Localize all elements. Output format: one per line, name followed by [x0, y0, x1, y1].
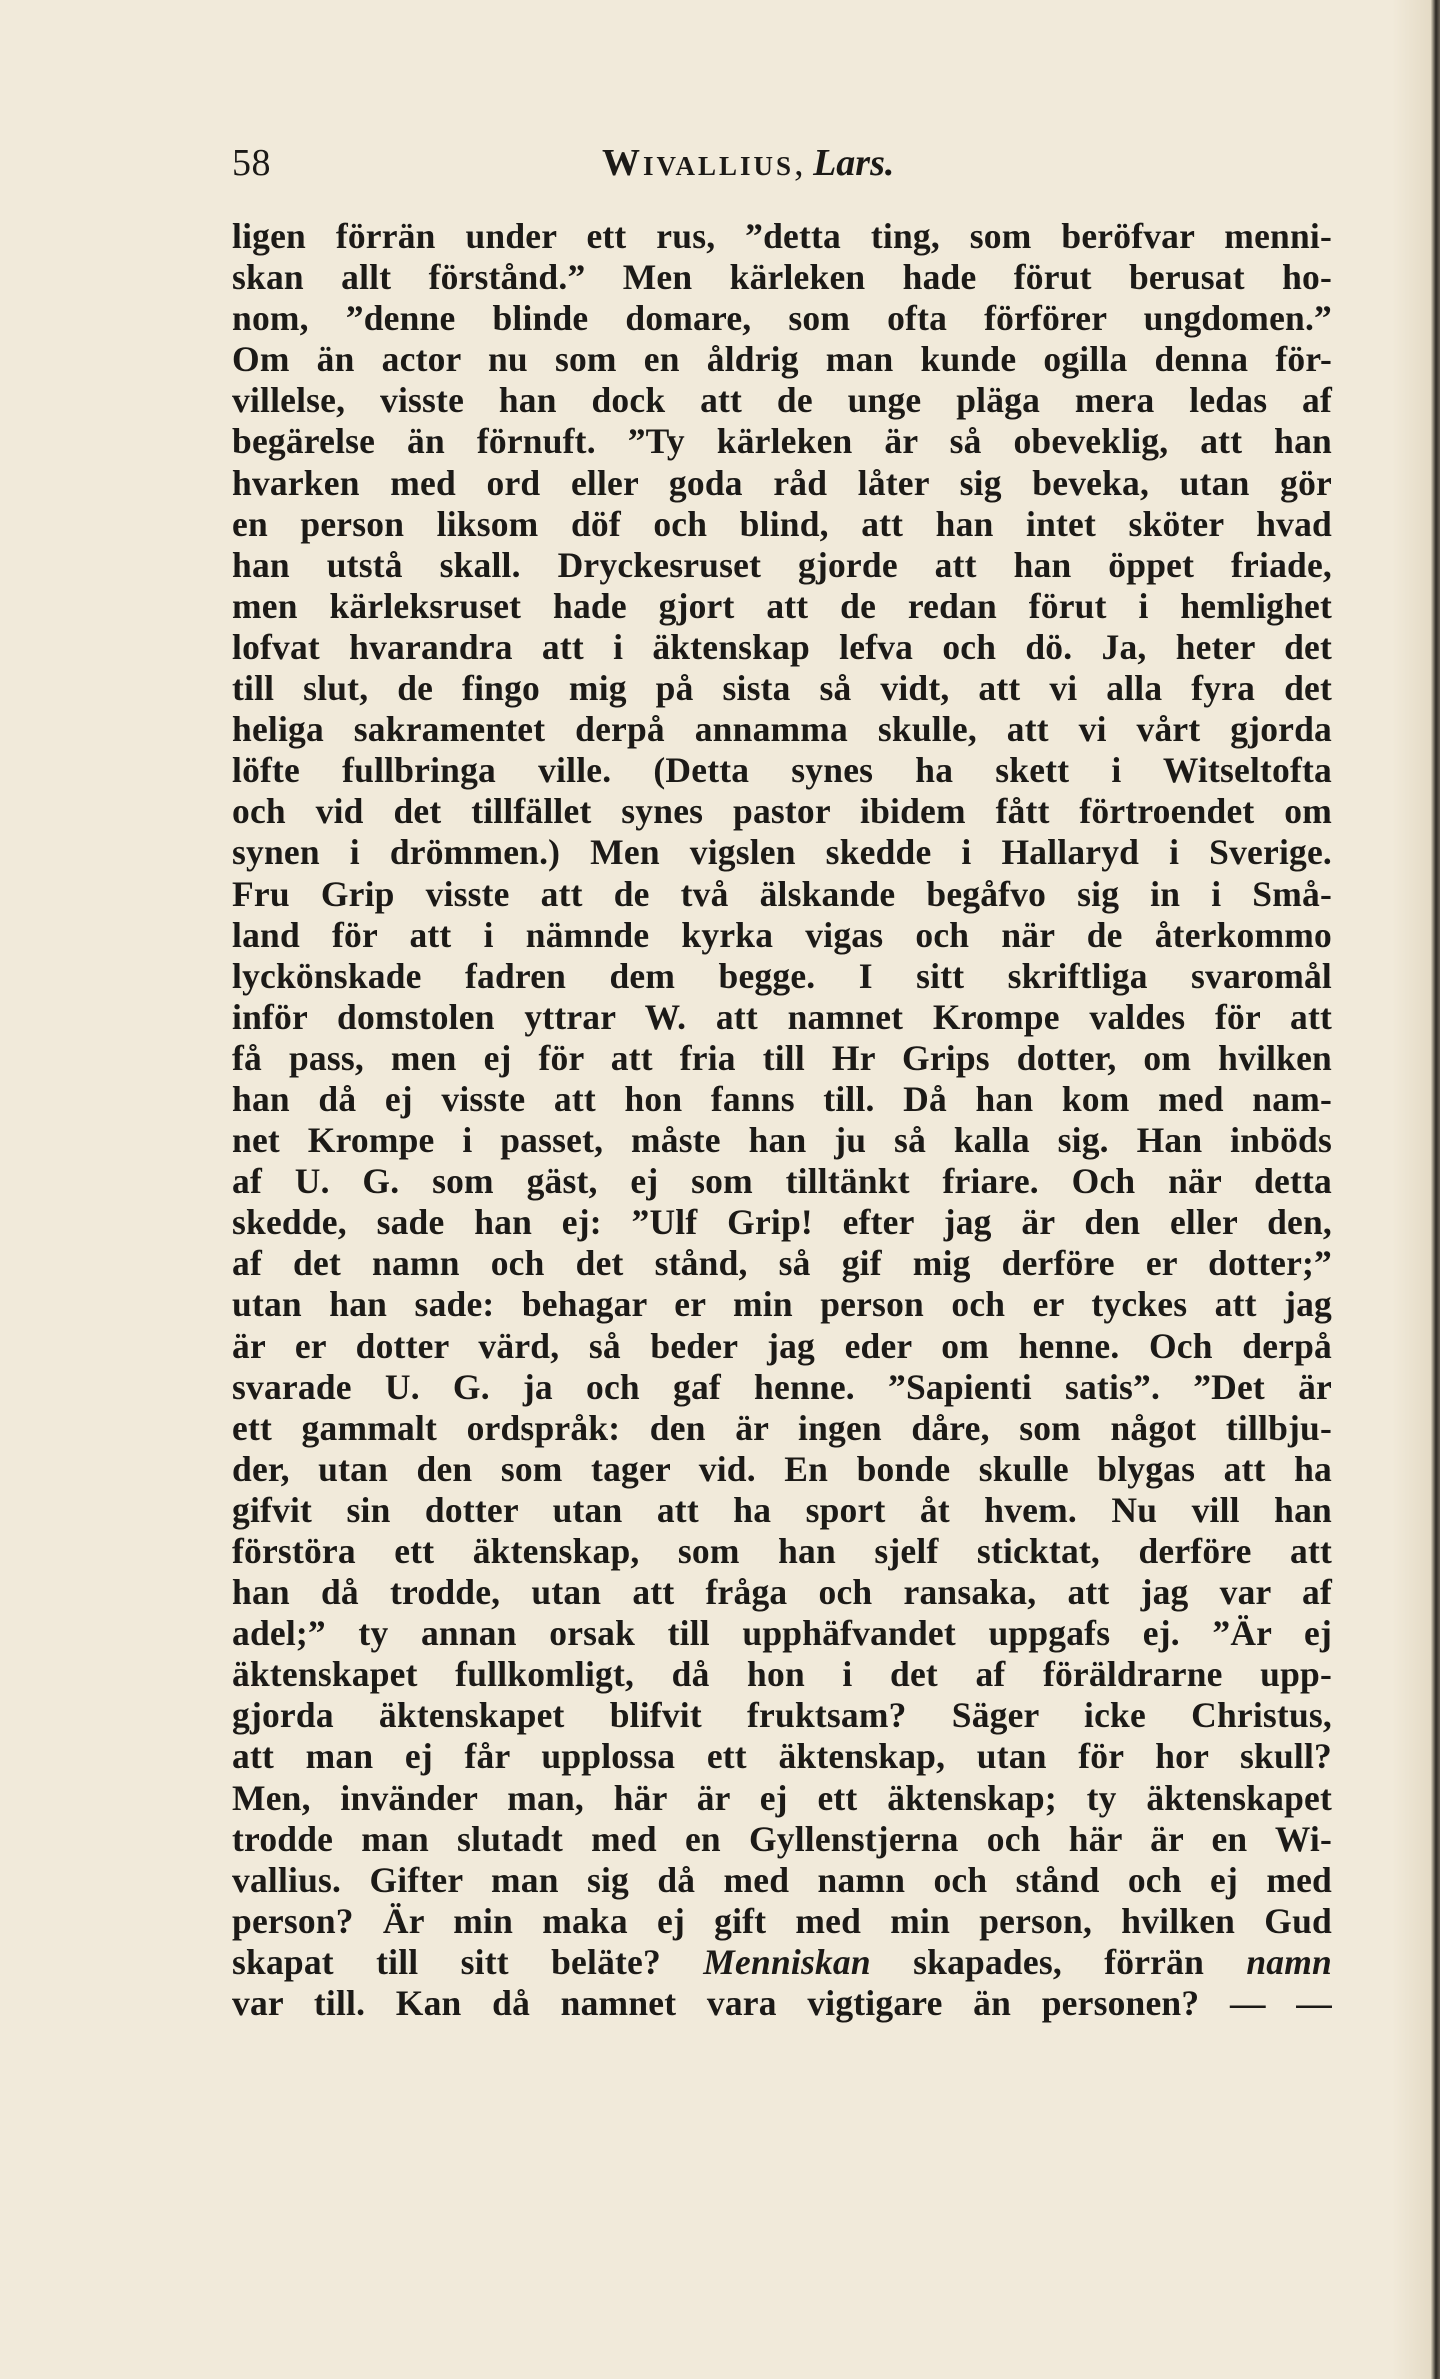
- text-line: land för att i nämnde kyrka vigas och när de återkommo: [232, 914, 1332, 955]
- text-line: trodde man slutadt med en Gyllenstjerna och här är en Wi-: [232, 1818, 1332, 1859]
- text-line: utan han sade: behagar er min person och er tyckes att jag: [232, 1284, 1332, 1325]
- text-line: svarade U. G. ja och gaf henne. ”Sapienti satis”. ”Det är: [232, 1366, 1332, 1407]
- book-binding-edge: [1431, 0, 1440, 2379]
- text-line: vallius. Gifter man sig då med namn och stånd och ej med: [232, 1859, 1332, 1900]
- text-line: lofvat hvarandra att i äktenskap lefva och dö. Ja, heter det: [232, 626, 1332, 667]
- emphasis-namn: namn: [1246, 1941, 1332, 1982]
- text-line: att man ej får upplossa ett äktenskap, utan för hor skull?: [232, 1736, 1332, 1777]
- page-gutter-shadow: [1392, 0, 1432, 2379]
- text-line: han då ej visste att hon fanns till. Då han kom med nam-: [232, 1078, 1332, 1119]
- text-line: gifvit sin dotter utan att ha sport åt hvem. Nu vill han: [232, 1489, 1332, 1530]
- text-line-with-emphasis: [232, 1942, 1332, 1983]
- text-line: person? Är min maka ej gift med min person, hvilken Gud: [232, 1900, 1332, 1941]
- text-line: net Krompe i passet, måste han ju så kalla sig. Han inböds: [232, 1120, 1332, 1161]
- text-line: och vid det tillfället synes pastor ibidem fått förtroendet om: [232, 791, 1332, 832]
- text-line: äktenskapet fullkomligt, då hon i det af föräldrarne upp-: [232, 1654, 1332, 1695]
- text-line: ligen förrän under ett rus, ”detta ting, som beröfvar menni-: [232, 216, 1332, 256]
- text-line: der, utan den som tager vid. En bonde skulle blygas att ha: [232, 1448, 1332, 1489]
- text-line: Fru Grip visste att de två älskande begåfvo sig in i Små-: [232, 873, 1332, 914]
- text-line: är er dotter värd, så beder jag eder om henne. Och derpå: [232, 1325, 1332, 1366]
- text-line: löfte fullbringa ville. (Detta synes ha skett i Witseltofta: [232, 750, 1332, 791]
- text-line: Om än actor nu som en åldrig man kunde ogilla denna för-: [232, 339, 1332, 380]
- text-line: skan allt förstånd.” Men kärleken hade förut berusat ho-: [232, 257, 1332, 298]
- text-line: af det namn och det stånd, så gif mig derföre er dotter;”: [232, 1243, 1332, 1284]
- text-line: gjorda äktenskapet blifvit fruktsam? Säger icke Christus,: [232, 1695, 1332, 1736]
- text-line: heliga sakramentet derpå annamma skulle, att vi vårt gjorda: [232, 709, 1332, 750]
- text-line: han utstå skall. Dryckesruset gjorde att han öppet friade,: [232, 544, 1332, 585]
- body-text: [232, 216, 1332, 2024]
- text-line: Men, invänder man, här är ej ett äktenskap; ty äktenskapet: [232, 1777, 1332, 1818]
- text-line: nom, ”denne blinde domare, som ofta förförer ungdomen.”: [232, 298, 1332, 339]
- text-line: få pass, men ej för att fria till Hr Grips dotter, om hvilken: [232, 1037, 1332, 1078]
- text-line: han då trodde, utan att fråga och ransaka, att jag var af: [232, 1572, 1332, 1613]
- running-head: [602, 138, 894, 188]
- text-line: hvarken med ord eller goda råd låter sig beveka, utan gör: [232, 462, 1332, 503]
- running-head-given-name: Lars.: [813, 142, 895, 184]
- text-line: adel;” ty annan orsak till upphäfvandet uppgafs ej. ”Är ej: [232, 1613, 1332, 1654]
- text-line: var till. Kan då namnet vara vigtigare än personen? — —: [232, 1983, 1332, 2024]
- text-line: begärelse än förnuft. ”Ty kärleken är så obeveklig, att han: [232, 421, 1332, 462]
- text-line: inför domstolen yttrar W. att namnet Krompe valdes för att: [232, 996, 1332, 1037]
- text-line: af U. G. som gäst, ej som tilltänkt friare. Och när detta: [232, 1161, 1332, 1202]
- page-number: 58: [232, 142, 271, 184]
- text-line: lyckönskade fadren dem begge. I sitt skriftliga svaromål: [232, 955, 1332, 996]
- text-line: ett gammalt ordspråk: den är ingen dåre, som något tillbju-: [232, 1407, 1332, 1448]
- text-line: förstöra ett äktenskap, som han sjelf sticktat, derföre att: [232, 1531, 1332, 1571]
- text-line: synen i drömmen.) Men vigslen skedde i Hallaryd i Sverige.: [232, 832, 1332, 873]
- text-line: skedde, sade han ej: ”Ulf Grip! efter jag är den eller den,: [232, 1202, 1332, 1243]
- running-head-separator: ,: [794, 142, 814, 184]
- text-line: men kärleksruset hade gjort att de redan förut i hemlighet: [232, 585, 1332, 626]
- page-header: [232, 138, 992, 192]
- emphasis-menniskan: Menniskan: [703, 1941, 871, 1982]
- line-segment: skapades, förrän: [870, 1941, 1247, 1982]
- line-segment: skapat till sitt beläte?: [232, 1941, 704, 1982]
- text-line: villelse, visste han dock att de unge pläga mera ledas af: [232, 380, 1332, 421]
- running-head-surname: Wivallius: [602, 142, 795, 184]
- text-line: till slut, de fingo mig på sista så vidt, att vi alla fyra det: [232, 668, 1332, 709]
- text-line: en person liksom döf och blind, att han intet sköter hvad: [232, 503, 1332, 544]
